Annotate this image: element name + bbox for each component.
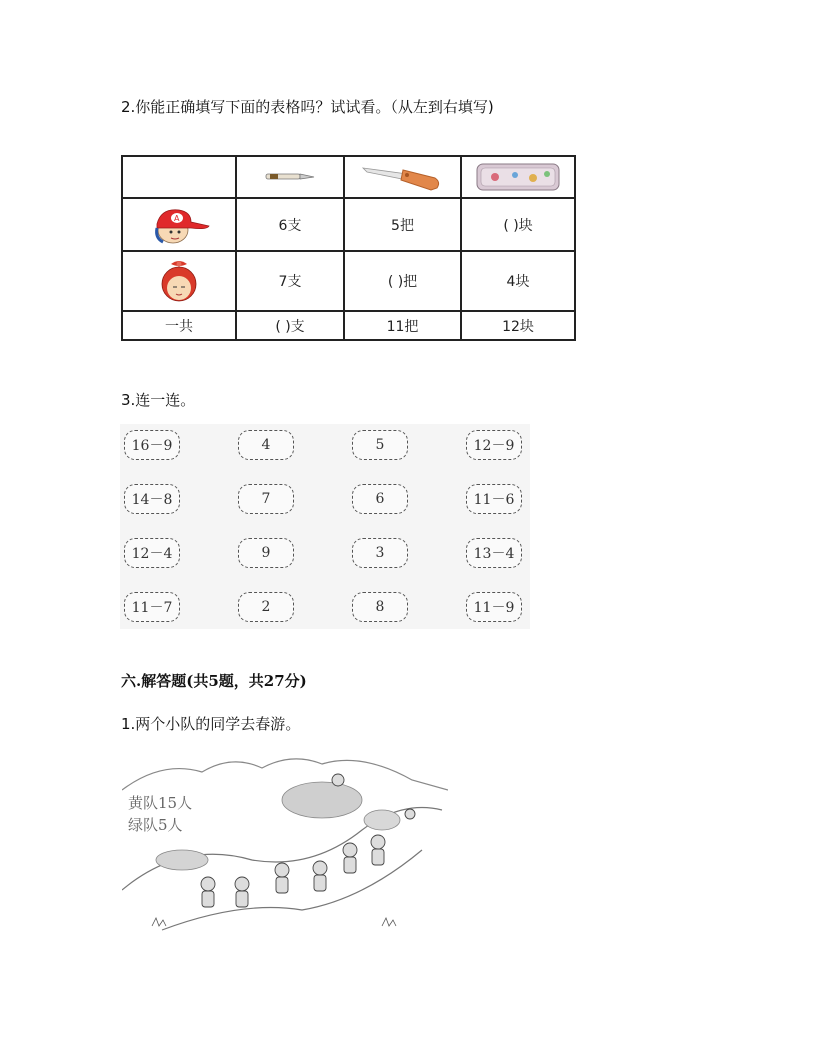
section-6-title: 六.解答题(共5题，共27分) [121,672,307,690]
pen-icon [264,169,316,185]
match-card[interactable]: 2 [238,592,294,622]
header-knife-cell [344,156,461,198]
match-card[interactable]: 11－9 [466,592,522,622]
match-card[interactable]: 13－4 [466,538,522,568]
match-card[interactable]: 11－6 [466,484,522,514]
header-empty-cell [122,156,236,198]
cell-girl-pens: 7支 [236,251,344,311]
section-6-question-1-title: 1.两个小队的同学去春游。 [121,715,301,733]
cell-girl-knives[interactable]: ( )把 [344,251,461,311]
spring-outing-illustration [122,750,448,940]
cell-total-cases: 12块 [461,311,575,340]
girl-cell [122,251,236,311]
match-card[interactable]: 12－9 [466,430,522,460]
question-3-title: 3.连一连。 [121,391,196,409]
match-card[interactable]: 9 [238,538,294,568]
svg-text:A: A [174,213,180,223]
matching-area [120,424,530,629]
match-card[interactable]: 3 [352,538,408,568]
header-pencil-case-cell [461,156,575,198]
cell-boy-knives: 5把 [344,198,461,251]
total-label-cell: 一共 [122,311,236,340]
pocket-knife-icon [361,160,445,194]
match-card[interactable]: 4 [238,430,294,460]
match-card[interactable]: 5 [352,430,408,460]
match-card[interactable]: 14－8 [124,484,180,514]
girl-with-bow-icon [157,258,201,304]
hikers-on-mountain-icon [122,750,448,940]
match-card[interactable]: 8 [352,592,408,622]
cell-girl-cases: 4块 [461,251,575,311]
green-team-label: 绿队5人 [128,816,183,834]
cell-total-knives: 11把 [344,311,461,340]
boy-with-cap-icon [147,204,211,246]
match-card[interactable]: 11－7 [124,592,180,622]
cell-total-pens[interactable]: ( )支 [236,311,344,340]
match-card[interactable]: 7 [238,484,294,514]
cell-boy-pens: 6支 [236,198,344,251]
question-2-title: 2.你能正确填写下面的表格吗？试试看。（从左到右填写) [121,98,494,116]
match-card[interactable]: 12－4 [124,538,180,568]
match-card[interactable]: 6 [352,484,408,514]
cell-boy-cases[interactable]: ( )块 [461,198,575,251]
boy-cell [122,198,236,251]
fill-in-table [121,155,576,341]
pencil-case-icon [475,160,561,194]
match-card[interactable]: 16－9 [124,430,180,460]
yellow-team-label: 黄队15人 [128,794,193,812]
header-pen-cell [236,156,344,198]
